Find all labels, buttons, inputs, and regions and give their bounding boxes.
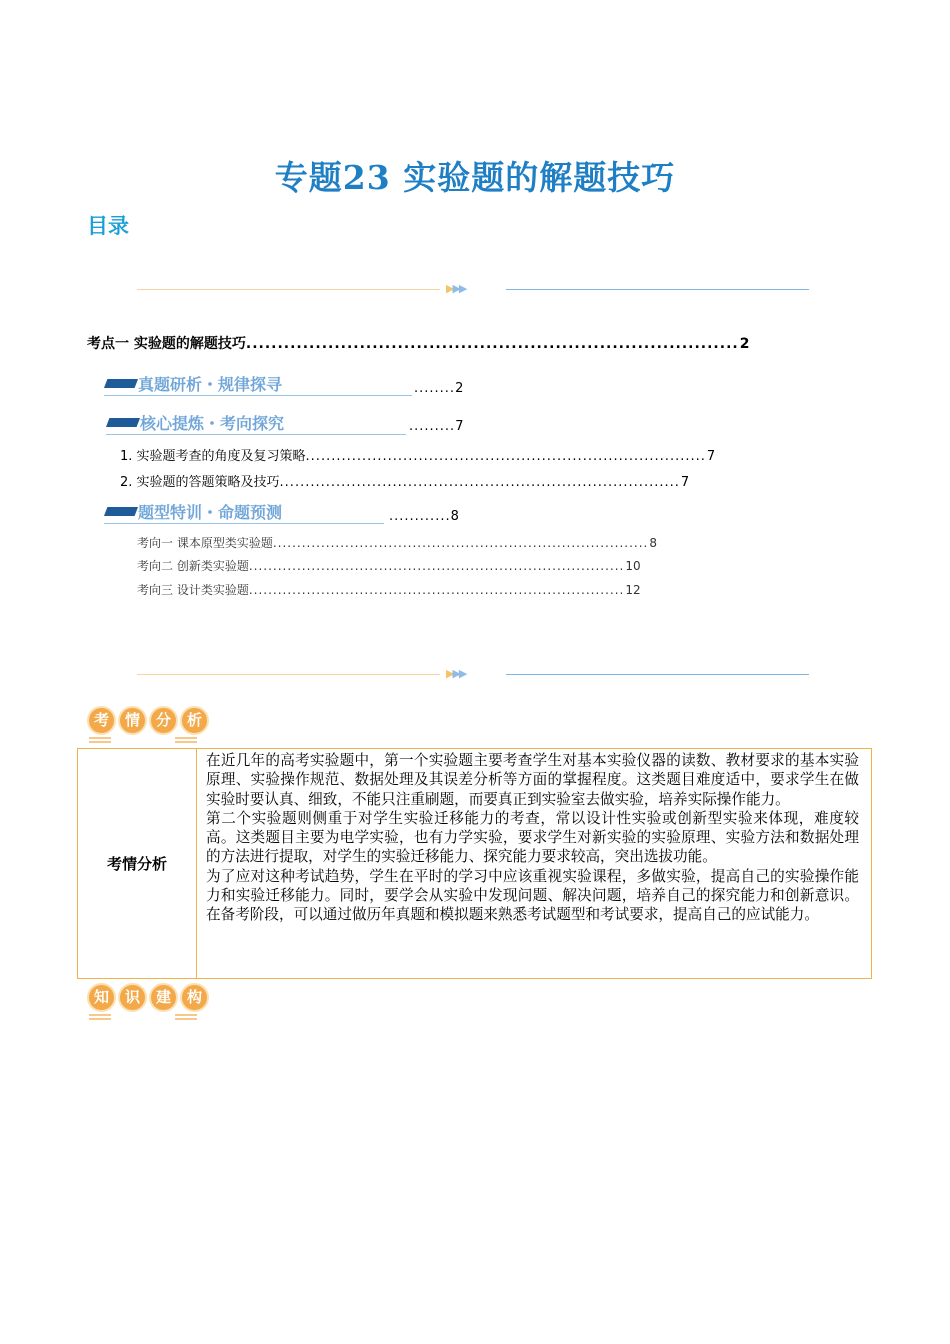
toc-entry-main[interactable]: 考点一 实验题的解题技巧 .............................................................................. 2	[87, 333, 458, 353]
badge-char: 识	[118, 983, 147, 1012]
toc-entry-label: 考点一 实验题的解题技巧	[87, 336, 246, 352]
toc-entry-page: 8	[649, 536, 657, 550]
toc-entry-label: 考向三 设计类实验题	[137, 583, 249, 597]
toc-entry-page: 7	[680, 475, 690, 490]
toc-banner-page: 7	[455, 419, 465, 434]
knowledge-section-badge	[87, 983, 209, 1012]
toc-banner-label: 题型特训・命题预测	[138, 503, 283, 522]
toc-banner-3[interactable]	[104, 500, 384, 524]
toc-entry-page: 2	[739, 336, 750, 352]
toc-entry-label: 1. 实验题考查的角度及复习策略	[120, 449, 306, 464]
toc-entry-label: 2. 实验题的答题策略及技巧	[120, 475, 280, 490]
toc-entry-page: 7	[706, 449, 716, 464]
badge-char: 考	[87, 706, 116, 735]
toc-entry-label: 考向一 课本原型类实验题	[137, 536, 273, 550]
analysis-table-label: 考情分析	[78, 749, 197, 978]
badge-char: 分	[149, 706, 178, 735]
toc-banner-label: 核心提炼・考向探究	[140, 414, 285, 433]
toc-entry-numbered-1[interactable]: 1. 实验题考查的角度及复习策略 .............................................................................. 7	[120, 445, 458, 464]
analysis-table	[77, 748, 872, 979]
badge-char: 知	[87, 983, 116, 1012]
toc-banner-page: 2	[455, 381, 465, 396]
analysis-paragraph: 在近几年的高考实验题中，第一个实验题主要考查学生对基本实验仪器的读数、教材要求的基本实验原理、实验操作规范、数据处理及其误差分析等方面的掌握程度。这类题目难度适中，要求学生在做实验时要认真、细致，不能只注重刷题，而要真正到实验室去做实验，培养实际操作能力。	[206, 752, 859, 808]
badge-char: 情	[118, 706, 147, 735]
toc-banner-page: 8	[450, 509, 460, 524]
toc-entry-label: 考向二 创新类实验题	[137, 559, 249, 573]
toc-banner-2[interactable]	[106, 411, 406, 435]
badge-char: 构	[180, 983, 209, 1012]
badge-char: 析	[180, 706, 209, 735]
badge-char: 建	[149, 983, 178, 1012]
page-title: 专题23 实验题的解题技巧	[274, 158, 676, 197]
toc-entry-numbered-2[interactable]: 2. 实验题的答题策略及技巧 .............................................................................. 7	[120, 471, 458, 490]
analysis-paragraph: 为了应对这种考试趋势，学生在平时的学习中应该重视实验课程，多做实验，提高自己的实验操作能力和实验迁移能力。同时，要学会从实验中发现问题、解决问题，培养自己的探究能力和创新意识。在备考阶段，可以通过做历年真题和模拟题来熟悉考试题型和考试要求，提高自己的应试能力。	[206, 867, 859, 924]
divider-top: ▶▶▶	[137, 284, 809, 296]
toc-entry-page: 10	[625, 559, 641, 573]
analysis-section-badge	[87, 706, 209, 735]
toc-banner-1[interactable]	[104, 372, 412, 396]
toc-entry-direction-2[interactable]: 考向二 创新类实验题 .............................................................................. 10	[137, 559, 641, 573]
toc-heading: 目录	[87, 214, 129, 238]
divider-bottom: ▶▶▶	[137, 669, 809, 681]
toc-entry-page: 12	[625, 583, 641, 597]
analysis-table-content	[197, 749, 871, 978]
toc-banner-label: 真题研析・规律探寻	[138, 375, 283, 394]
toc-entry-direction-1[interactable]: 考向一 课本原型类实验题 .............................................................................. 8	[137, 536, 657, 550]
analysis-paragraph: 第二个实验题则侧重于对学生实验迁移能力的考查，常以设计性实验或创新型实验来体现，难度较高。这类题目主要为电学实验，也有力学实验，要求学生对新实验的实验原理、实验方法和数据处理的方法进行提取，对学生的实验迁移能力、探究能力要求较高，突出选拔功能。	[206, 809, 859, 866]
toc-entry-direction-3[interactable]: 考向三 设计类实验题 .............................................................................. 12	[137, 583, 641, 597]
